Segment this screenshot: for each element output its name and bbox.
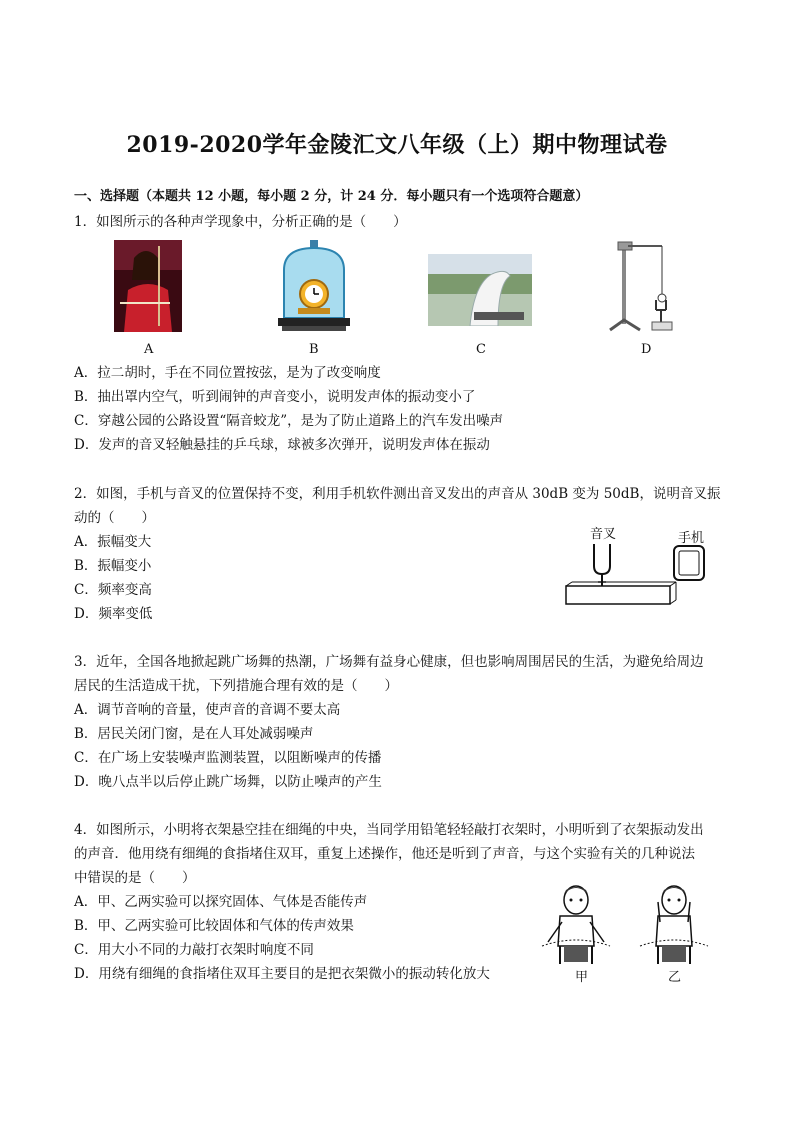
q2-option-d: D．频率变低 (74, 606, 153, 622)
q2-stem-line2: 动的（ ） (74, 510, 155, 526)
q3-option-d: D．晚八点半以后停止跳广场舞，以防止噪声的产生 (74, 774, 382, 790)
q4-option-c: C．用大小不同的力敲打衣架时响度不同 (74, 942, 314, 958)
q3-option-c: C．在广场上安装噪声监测装置，以阻断噪声的传播 (74, 750, 382, 766)
q4-option-d: D．用绕有细绳的食指堵住双耳主要目的是把衣架微小的振动转化放大 (74, 966, 490, 982)
fork-phone-diagram (562, 540, 712, 608)
q4-stem-line3: 中错误的是（ ） (74, 870, 196, 886)
fork-label: 音叉 (590, 527, 617, 542)
q1-option-c: C．穿越公园的公路设置“隔音蛟龙”，是为了防止道路上的汽车发出噪声 (74, 413, 504, 429)
q1-caption-d: D (641, 342, 652, 357)
tuning-fork-stand-image (606, 238, 686, 334)
q3-option-a: A．调节音响的音量，使声音的音调不要太高 (74, 702, 341, 718)
q2-option-a: A．振幅变大 (74, 534, 152, 550)
fig-caption-yi: 乙 (668, 970, 682, 985)
q1-caption-b: B (309, 342, 319, 357)
q1-caption-a: A (144, 342, 154, 357)
q3-stem-line1: 3．近年，全国各地掀起跳广场舞的热潮，广场舞有益身心健康，但也影响周围居民的生活，为避免给周边 (74, 654, 704, 670)
q4-option-b: B．甲、乙两实验可比较固体和气体的传声效果 (74, 918, 354, 934)
q1-option-b: B．抽出罩内空气，听到闹钟的声音变小，说明发声体的振动变小了 (74, 389, 476, 405)
q3-stem-line2: 居民的生活造成干扰，下列措施合理有效的是（ ） (74, 678, 398, 694)
boy-yi-image (638, 882, 710, 966)
fig-caption-jia: 甲 (575, 970, 589, 985)
q1-stem: 1．如图所示的各种声学现象中，分析正确的是（ ） (74, 214, 407, 230)
phone-label: 手机 (678, 531, 705, 546)
q4-option-a: A．甲、乙两实验可以探究固体、气体是否能传声 (74, 894, 368, 910)
q2-option-b: B．振幅变小 (74, 558, 152, 574)
page-title: 2019-2020学年金陵汇文八年级（上）期中物理试卷 (126, 132, 668, 158)
erhu-player-image (114, 240, 182, 332)
q2-stem-line1: 2．如图，手机与音叉的位置保持不变，利用手机软件测出音叉发出的声音从 30dB 变为 50dB，说明音叉振 (74, 486, 721, 502)
q3-option-b: B．居民关闭门窗，是在人耳处减弱噪声 (74, 726, 314, 742)
q2-option-c: C．频率变高 (74, 582, 152, 598)
boy-jia-image (540, 882, 612, 966)
bell-jar-image (276, 238, 352, 332)
sound-barrier-image (428, 254, 532, 326)
q4-stem-line2: 的声音．他用绕有细绳的食指堵住双耳，重复上述操作，他还是听到了声音，与这个实验有关的几种说法 (74, 846, 695, 862)
q1-caption-c: C (476, 342, 486, 357)
q1-option-a: A．拉二胡时，手在不同位置按弦，是为了改变响度 (74, 365, 381, 381)
q1-option-d: D．发声的音叉轻触悬挂的乒乓球，球被多次弹开，说明发声体在振动 (74, 437, 490, 453)
q4-stem-line1: 4．如图所示，小明将衣架悬空挂在细绳的中央，当同学用铅笔轻轻敲打衣架时，小明听到了衣架振动发出 (74, 822, 704, 838)
section-heading: 一、选择题（本题共 12 小题，每小题 2 分，计 24 分．每小题只有一个选项符合题意） (74, 189, 589, 204)
